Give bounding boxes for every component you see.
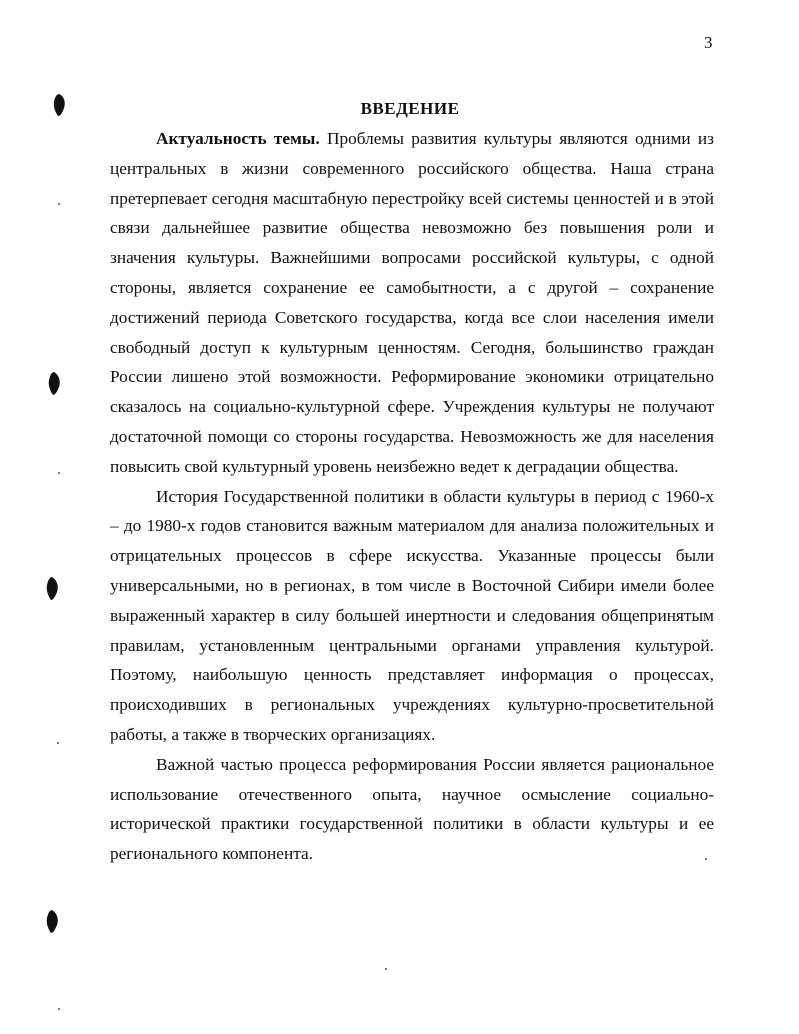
scan-speck [705, 858, 707, 860]
binder-mark-icon [45, 370, 63, 396]
scan-speck [57, 742, 59, 744]
binder-mark-icon [43, 575, 61, 601]
binder-mark-icon [43, 908, 61, 934]
page-number: 3 [704, 33, 713, 52]
paragraph-history: История Государственной политики в области культуры в период с 1960-х – до 1980-х годов становится важным материалом для анализа положительных и отрицательных процессов в сфере искусства. Указанные процессы были универсальными, но в регионах, в том числе в Восточной Сибири имели более выраженный характер в силу большей инертности и следования общепринятым правилам, установленным центральными органами управления культурой. Поэтому, наибольшую ценность представляет информация о процессах, происходивших в региональных учреждениях культурно-просветительной работы, а также в творческих организациях. [110, 486, 714, 744]
scan-speck [58, 472, 60, 474]
binder-mark-icon [50, 92, 68, 118]
paragraph-text: Проблемы развития культуры являются одними из центральных в жизни современного российского общества. Наша страна претерпевает сегодня масштабную перестройку всей системы ценностей и в этой связи дальнейшее развитие общества невозможно без повышения роли и значения культуры. Важнейшими вопросами российской культуры, с одной стороны, является сохранение ее самобытности, а с другой – сохранение достижений периода Советского государства, когда все слои населения имели свободный доступ к культурным ценностям. Сегодня, большинство граждан России лишено этой возможности. Реформирование экономики отрицательно сказалось на социально-культурной сфере. Учреждения культуры не получают достаточной помощи со стороны государства. Невозможность же для населения повысить свой культурный уровень неизбежно ведет к деградации общества. [110, 129, 714, 476]
paragraph-relevance [110, 124, 714, 482]
paragraph-reform: Важной частью процесса реформирования России является рациональное использование отечественного опыта, научное осмысление социально-исторической практики государственной политики в области культуры и ее регионального компонента. [110, 754, 714, 864]
paragraph-lead-in: Актуальность темы. [156, 129, 320, 148]
page-heading: ВВЕДЕНИЕ [360, 99, 460, 118]
scan-speck [58, 1008, 60, 1010]
body-text [110, 124, 714, 869]
scan-speck [58, 203, 60, 205]
scan-speck [385, 968, 387, 970]
